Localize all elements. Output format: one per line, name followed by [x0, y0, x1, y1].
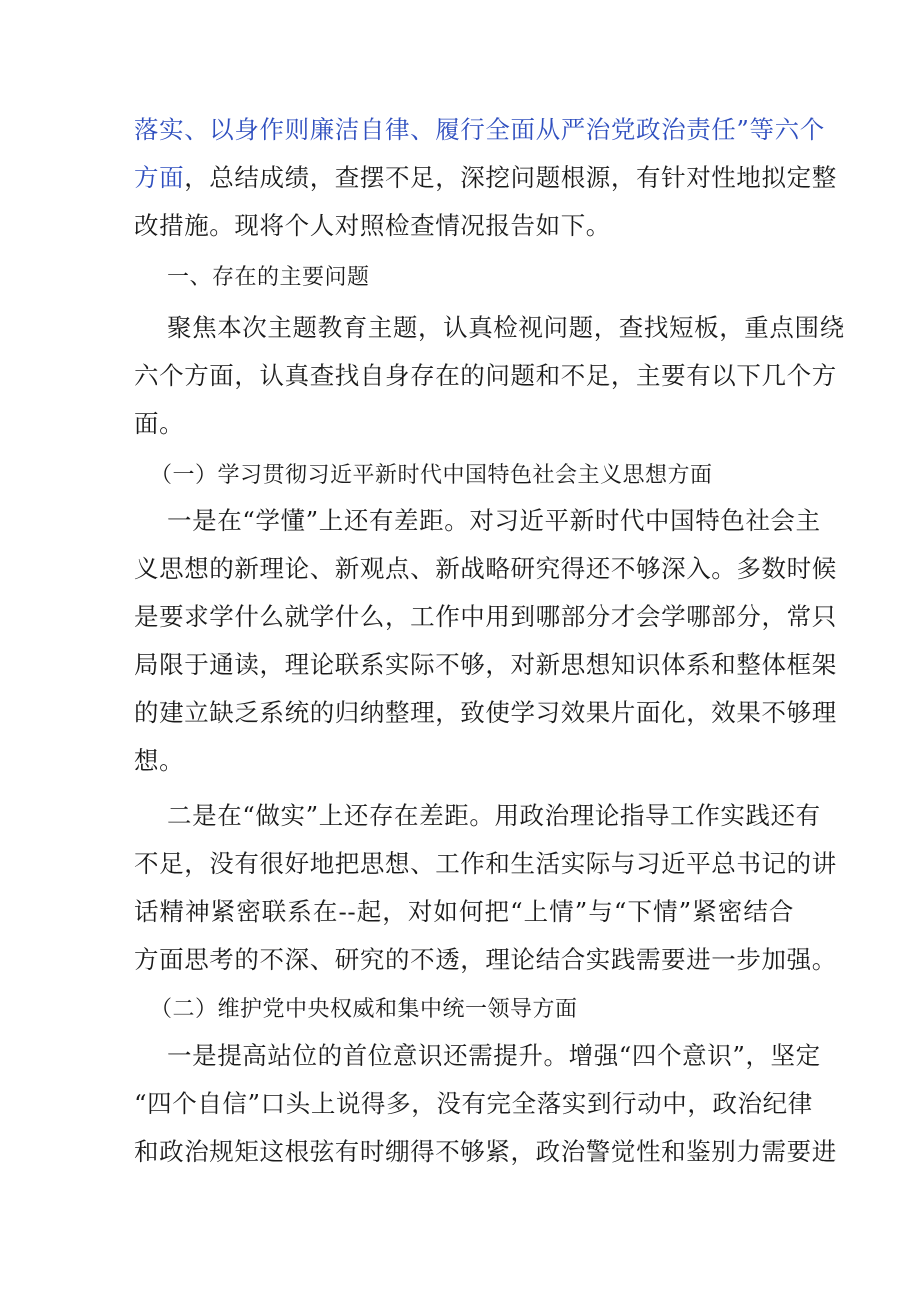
intro-paragraph — [134, 106, 837, 250]
sub1-p1-line-6: 想。 — [134, 746, 185, 775]
subsection-1-title-text: （一）学习贯彻习近平新时代中国特色社会主义思想方面 — [150, 463, 713, 488]
subsection-2-title — [150, 986, 810, 1034]
section-1-intro-line-2: 六个方面，认真查找自身存在的问题和不足，主要有以下几个方 — [134, 361, 837, 390]
subsection-2-title-text: （二）维护党中央权威和集中统一领导方面 — [150, 997, 578, 1022]
sub1-p1-line-3: 是要求学什么就学什么，工作中用到哪部分才会学哪部分，常只 — [134, 602, 837, 631]
sub1-p1-line-2: 义思想的新理论、新观点、新战略研究得还不够深入。多数时候 — [134, 554, 837, 583]
section-1-intro-line-1: 聚焦本次主题教育主题，认真检视问题，查找短板，重点围绕 — [167, 313, 845, 342]
section-1-intro-line-3: 面。 — [134, 409, 185, 438]
intro-line-2-rest: ，总结成绩，查摆不足，深挖问题根源，有针对性地拟定整 — [184, 163, 837, 192]
sub2-p1-line-1: 一是提高站位的首位意识还需提升。增强“四个意识”，坚定 — [167, 1041, 821, 1070]
sub1-p2-line-1: 二是在“做实”上还存在差距。用政治理论指导工作实践还有 — [167, 801, 821, 830]
subsection-1-title — [150, 452, 810, 500]
subsection-1-paragraph-1 — [134, 497, 837, 785]
sub2-p1-line-2: “四个自信”口头上说得多，没有完全落实到行动中，政治纪律 — [134, 1089, 813, 1118]
intro-line-3: 改措施。现将个人对照检查情况报告如下。 — [134, 211, 611, 240]
subsection-1-paragraph-2 — [134, 792, 837, 984]
intro-line-1: 落实、以身作则廉洁自律、履行全面从严治党政治责任”等六个 — [134, 115, 825, 144]
sub1-p1-line-4: 局限于通读，理论联系实际不够，对新思想知识体系和整体框架 — [134, 650, 837, 679]
subsection-2-paragraph-1 — [134, 1032, 837, 1176]
section-1-title — [167, 254, 827, 302]
section-1-intro — [134, 304, 845, 448]
sub1-p2-line-3: 话精神紧密联系在--起，对如何把“上情”与“下情”紧密结合 — [134, 897, 794, 926]
intro-line-2-highlight: 方面 — [134, 163, 185, 192]
intro-line-2 — [134, 154, 837, 202]
sub1-p2-line-2: 不足，没有很好地把思想、工作和生活实际与习近平总书记的讲 — [134, 849, 837, 878]
sub1-p1-line-5: 的建立缺乏系统的归纳整理，致使学习效果片面化，效果不够理 — [134, 698, 837, 727]
sub1-p1-line-1: 一是在“学懂”上还有差距。对习近平新时代中国特色社会主 — [167, 506, 821, 535]
sub1-p2-line-4: 方面思考的不深、研究的不透，理论结合实践需要进一步加强。 — [134, 945, 837, 974]
sub2-p1-line-3: 和政治规矩这根弦有时绷得不够紧，政治警觉性和鉴别力需要进 — [134, 1137, 837, 1166]
section-1-title-text: 一、存在的主要问题 — [167, 265, 370, 290]
